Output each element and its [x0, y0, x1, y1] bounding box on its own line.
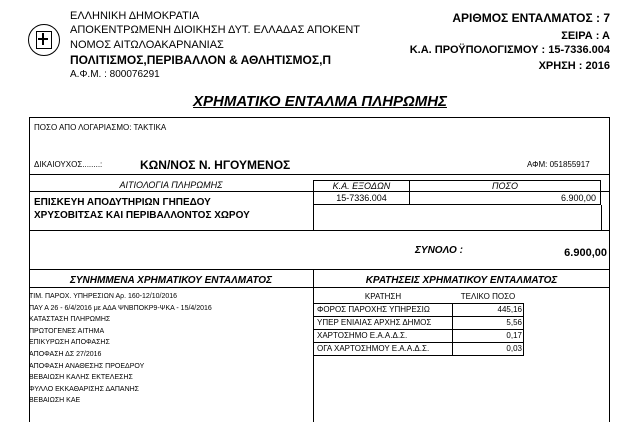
list-item: ΤΙΜ. ΠΑΡΟΧ. ΥΠΗΡΕΣΙΩΝ Αρ. 160-12/10/2016: [29, 293, 178, 300]
col-reason-header: ΑΙΤΙΟΛΟΓΙΑ ΠΛΗΡΩΜΗΣ: [119, 180, 223, 190]
deductions-table: [314, 291, 526, 366]
warrant-series: ΣΕΙΡΑ : Α: [561, 30, 610, 42]
attachments-heading: ΣΥΝΗΜΜΕΝΑ ΧΡΗΜΑΤΙΚΟΥ ΕΝΤΑΛΜΑΤΟΣ: [69, 275, 272, 286]
warrant-budget-code: Κ.Α. ΠΡΟΫΠΟΛΟΓΙΣΜΟΥ : 15-7336.004: [409, 44, 610, 56]
reason-line-1: ΕΠΙΣΚΕΥΗ ΑΠΟΔΥΤΗΡΙΩΝ ΓΗΠΕΔΟΥ: [34, 197, 211, 208]
document-title: ΧΡΗΜΑΤΙΚΟ ΕΝΤΑΛΜΑ ΠΛΗΡΩΜΗΣ: [193, 93, 447, 110]
grid-line: [523, 303, 524, 356]
list-item: ΚΑΤΑΣΤΑΣΗ ΠΛΗΡΩΜΗΣ: [29, 316, 111, 324]
grid-line: [314, 303, 524, 304]
beneficiary-afm: ΑΦΜ: 051855917: [527, 160, 590, 169]
header-line-1: ΕΛΛΗΝΙΚΗ ΔΗΜΟΚΡΑΤΙΑ: [70, 10, 200, 22]
list-item: ΒΕΒΑΙΩΣΗ ΚΑΛΗΣ ΕΚΤΕΛΕΣΗΣ: [29, 374, 133, 382]
coat-of-arms-seal: [28, 24, 60, 56]
account-line: ΠΟΣΟ ΑΠΟ ΛΟΓΑΡΙΑΣΜΟ: ΤΑΚΤΙΚΑ: [34, 123, 167, 132]
list-item: ΕΠΙΚΥΡΩΣΗ ΑΠΟΦΑΣΗΣ: [29, 339, 110, 347]
grid-line: [314, 329, 524, 330]
header-department: ΠΟΛΙΤΙΣΜΟΣ,ΠΕΡΙΒΑΛΛΟΝ & ΑΘΛΗΤΙΣΜΟΣ,Π: [70, 53, 332, 67]
beneficiary-name: ΚΩΝ/ΝΟΣ Ν. ΗΓΟΥΜΕΝΟΣ: [140, 158, 291, 172]
amount-value: 6.900,00: [409, 191, 601, 205]
attachments-list: [29, 291, 212, 407]
list-item: ΑΠΟΦΑΣΗ ΑΝΑΘΕΣΗΣ ΠΡΟΕΔΡΟΥ: [29, 362, 145, 370]
total-value: 6.900,00: [564, 247, 607, 259]
grid-line: [314, 316, 524, 317]
list-item: ΠΡΩΤΟΓΕΝΕΣ ΑΙΤΗΜΑ: [29, 327, 105, 335]
grid-line: [314, 355, 524, 356]
total-label: ΣΥΝΟΛΟ :: [415, 245, 463, 256]
deductions-col-name: ΚΡΑΤΗΣΗ: [364, 292, 402, 301]
form-top-border: [29, 117, 610, 118]
code-column-rule: [313, 205, 314, 230]
code-value: 15-7336.004: [313, 191, 410, 205]
deductions-heading: ΚΡΑΤΗΣΕΙΣ ΧΡΗΜΑΤΙΚΟΥ ΕΝΤΑΛΜΑΤΟΣ: [365, 275, 558, 286]
list-item: ΦΥΛΛΟ ΕΚΚΑΘΑΡΙΣΗΣ ΔΑΠΑΝΗΣ: [29, 385, 140, 393]
list-item: ΒΕΒΑΙΩΣΗ ΚΑΕ: [29, 397, 81, 405]
col-code-header: Κ.Α. ΕΞΟΔΩΝ: [313, 180, 410, 192]
table-bottom-divider: [29, 230, 610, 231]
table-row: ΟΓΑ ΧΑΡΤΟΣΗΜΟΥ Ε.Α.Α.Δ.Σ. 0,03: [317, 344, 522, 353]
attachments-heading-divider: [29, 287, 610, 288]
header-line-2: ΑΠΟΚΕΝΤΡΩΜΕΝΗ ΔΙΟΙΚΗΣΗ ΔΥΤ. ΕΛΛΑΔΑΣ ΑΠΟΚΕΝΤ: [70, 24, 361, 36]
warrant-number: ΑΡΙΘΜΟΣ ΕΝΤΑΛΜΑΤΟΣ : 7: [452, 11, 610, 25]
reason-line-2: ΧΡΥΣΟΒΙΤΣΑΣ ΚΑΙ ΠΕΡΙΒΑΛΛΟΝΤΟΣ ΧΩΡΟΥ: [34, 210, 250, 221]
table-row: ΧΑΡΤΟΣΗΜΟ Ε.Α.Α.Δ.Σ. 0,17: [317, 331, 522, 340]
table-row: ΦΟΡΟΣ ΠΑΡΟΧΗΣ ΥΠΗΡΕΣΙΩ 445,16: [317, 305, 522, 314]
beneficiary-divider: [29, 174, 610, 175]
list-item: ΠΑΥ Α 26 - 6/4/2016 με ΑΔΑ ΨΝΒΠΟΚΡ9-ΨΚΑ - 15/4/2016: [29, 304, 212, 312]
warrant-year: ΧΡΗΣΗ : 2016: [538, 60, 610, 72]
deductions-header-row: [314, 291, 524, 304]
beneficiary-label: ΔΙΚΑΙΟΥΧΟΣ........:: [34, 160, 103, 169]
table-row: ΥΠΕΡ ΕΝΙΑΙΑΣ ΑΡΧΗΣ ΔΗΜΟΣ 5,56: [317, 318, 522, 327]
grid-line: [314, 342, 524, 343]
col-amount-header: ΠΟΣΟ: [409, 180, 601, 192]
amount-column-rule: [601, 205, 602, 230]
grid-line: [452, 303, 453, 356]
total-bottom-divider: [29, 269, 610, 270]
list-item: ΑΠΟΦΑΣΗ ΔΣ 27/2016: [29, 350, 102, 358]
deductions-col-amount: ΤΕΛΙΚΟ ΠΟΣΟ: [460, 292, 516, 301]
header-line-3: ΝΟΜΟΣ ΑΙΤΩΛΟΑΚΑΡΝΑΝΙΑΣ: [70, 39, 224, 51]
header-afm: Α.Φ.Μ. : 800076291: [70, 69, 160, 80]
